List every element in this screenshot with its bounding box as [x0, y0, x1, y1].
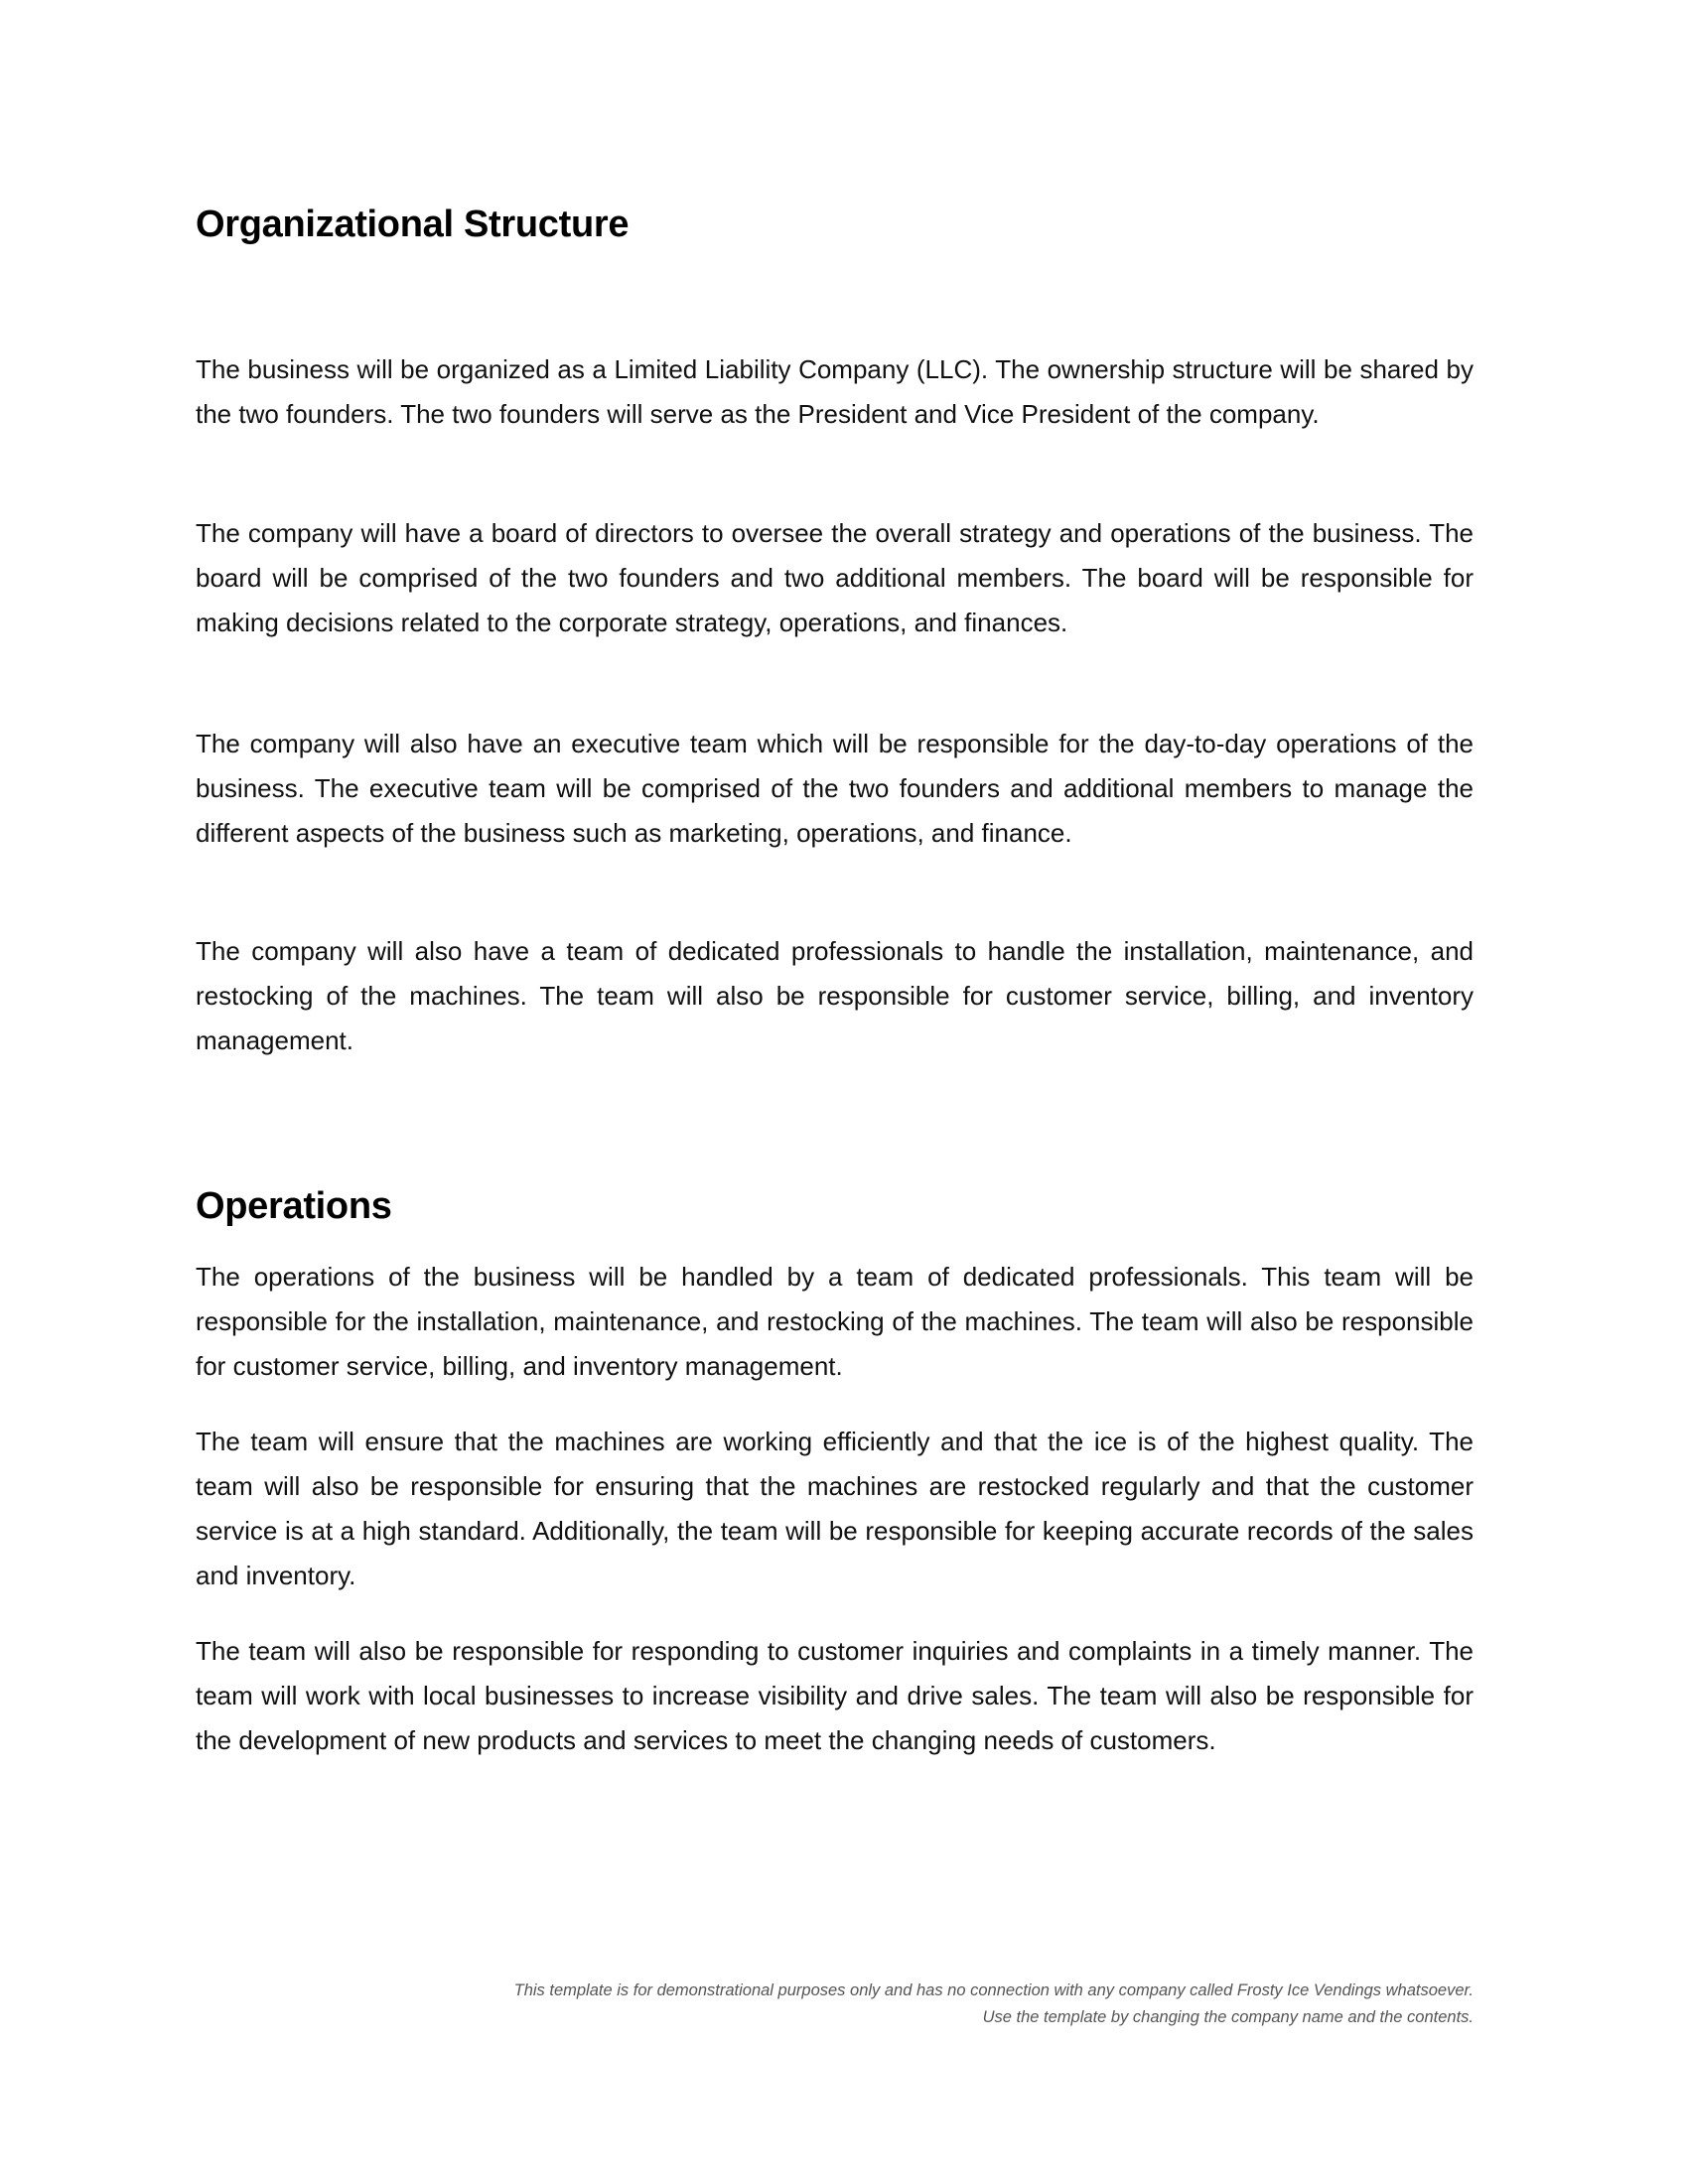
section-heading-operations: Operations	[196, 1185, 392, 1227]
paragraph: The business will be organized as a Limited Liability Company (LLC). The ownership structure will be shared by the two founders. The two founders will serve as the President and Vice President of the company.	[196, 354, 1474, 429]
footer-disclaimer	[381, 1978, 1474, 2031]
paragraph: The operations of the business will be handled by a team of dedicated professionals. This team will be responsible for the installation, maintenance, and restocking of the machines. The team will also be responsible for customer service, billing, and inventory management.	[196, 1262, 1474, 1381]
paragraph: The company will also have a team of dedicated professionals to handle the installation, maintenance, and restocking of the machines. The team will also be responsible for customer service, billing, and inventory management.	[196, 936, 1474, 1055]
paragraph: The team will ensure that the machines are working efficiently and that the ice is of the highest quality. The team will also be responsible for ensuring that the machines are restocked regularly and that the customer service is at a high standard. Additionally, the team will be responsible for keeping accurate records of the sales and inventory.	[196, 1427, 1474, 1590]
footer-line-2: Use the template by changing the company name and the contents.	[982, 2008, 1474, 2026]
paragraph: The company will also have an executive team which will be responsible for the day-to-day operations of the business. The executive team will be comprised of the two founders and additional members to manage the different aspects of the business such as marketing, operations, and finance.	[196, 729, 1474, 848]
paragraph: The team will also be responsible for responding to customer inquiries and complaints in a timely manner. The team will work with local businesses to increase visibility and drive sales. The team will also be responsible for the development of new products and services to meet the changing needs of customers.	[196, 1636, 1474, 1755]
paragraph: The company will have a board of directors to oversee the overall strategy and operations of the business. The board will be comprised of the two founders and two additional members. The board will be responsible for making decisions related to the corporate strategy, operations, and finances.	[196, 518, 1474, 637]
section-heading-organizational-structure: Organizational Structure	[196, 204, 630, 245]
footer-line-1: This template is for demonstrational purposes only and has no connection with any company called Frosty Ice Vendings whatsoever.	[513, 1981, 1474, 1999]
